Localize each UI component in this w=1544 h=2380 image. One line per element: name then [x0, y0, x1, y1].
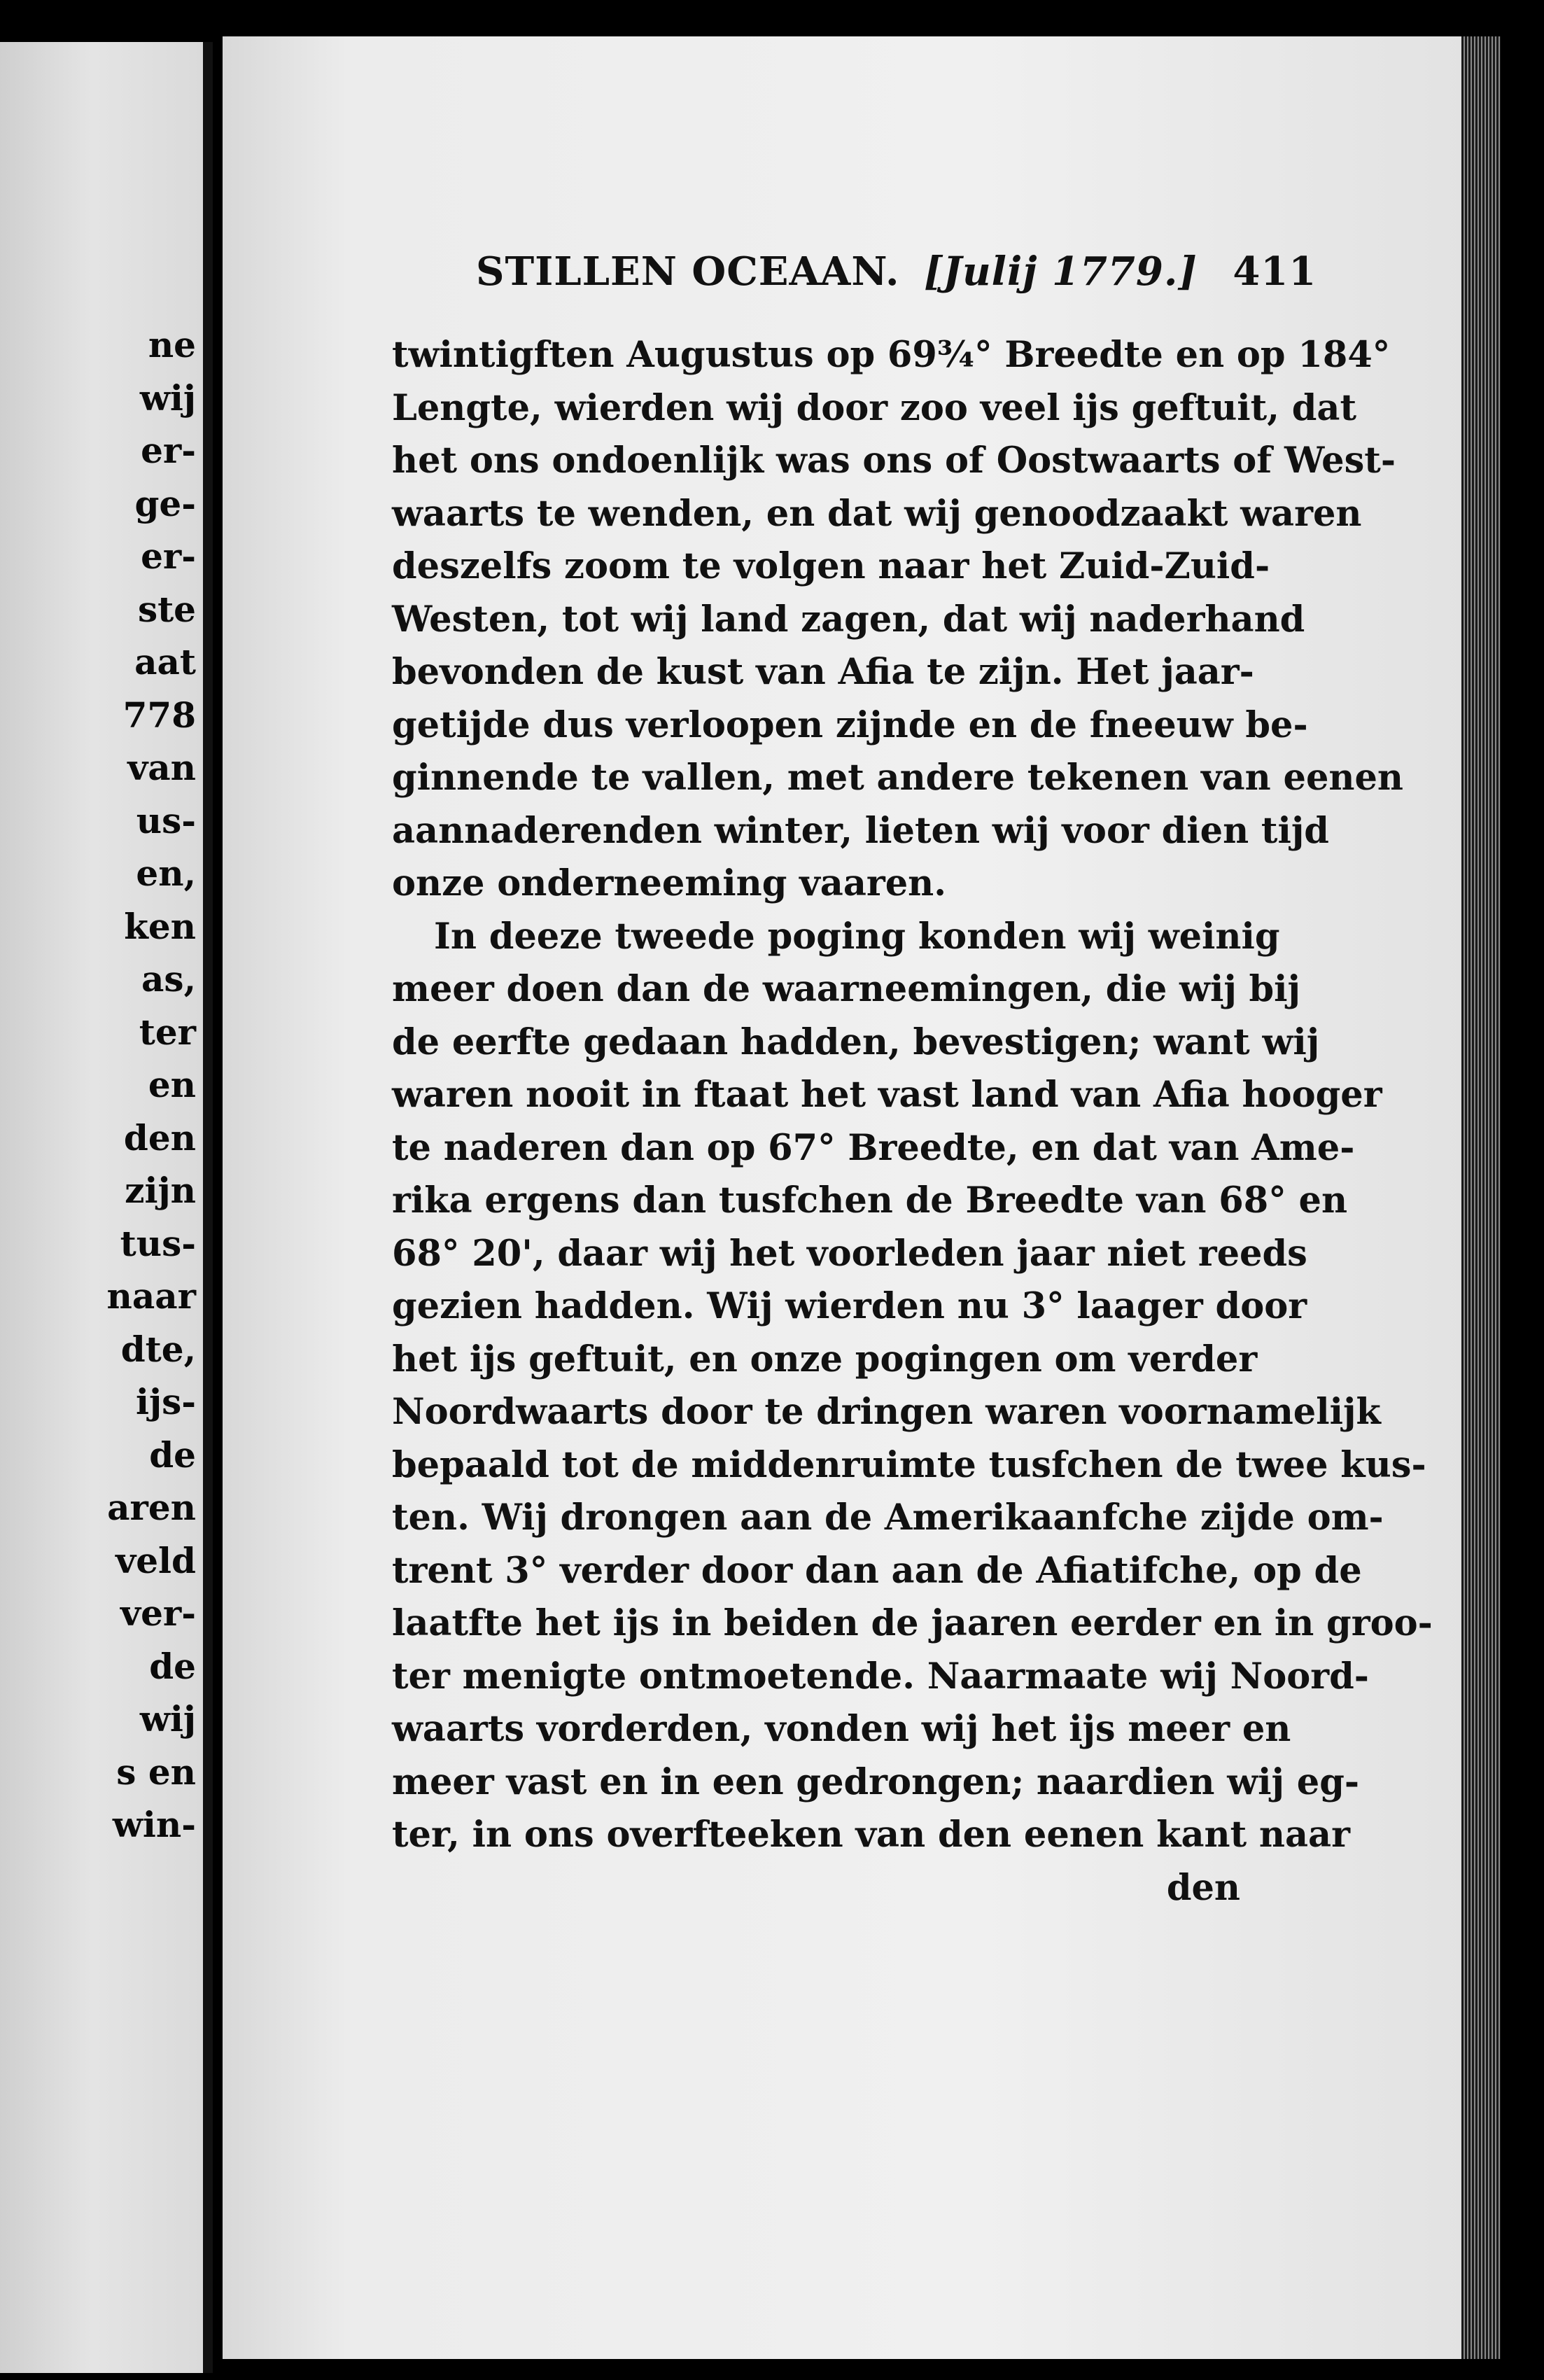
previous-page-line: de — [149, 1645, 196, 1687]
running-title: STILLEN OCEAAN. — [476, 248, 900, 295]
previous-page-line: s en — [116, 1751, 196, 1793]
text-line: meer vast en in een gedrongen; naardien wij eg- — [392, 1760, 1360, 1803]
previous-page-line: aat — [134, 641, 196, 682]
previous-page-line: ver- — [120, 1592, 196, 1634]
page-header — [476, 248, 1317, 295]
catchword: den — [1166, 1866, 1240, 1909]
text-line: getijde dus verloopen zijnde en de fneeuw be- — [392, 704, 1308, 746]
previous-page-line: en — [148, 1064, 196, 1105]
text-line: Westen, tot wij land zagen, dat wij naderhand — [392, 598, 1305, 640]
page-number: 411 — [1233, 248, 1317, 295]
previous-page-line: ijs- — [136, 1381, 196, 1422]
text-line: het ijs geftuit, en onze pogingen om verder — [392, 1338, 1258, 1380]
text-line: het ons ondoenlijk was ons of Oostwaarts of West- — [392, 440, 1396, 482]
text-line: onze onderneeming vaaren. — [392, 862, 947, 904]
body-text — [392, 329, 1433, 1914]
text-line: 68° 20', daar wij het voorleden jaar niet reeds — [392, 1232, 1307, 1275]
text-line: waarts te wenden, en dat wij genoodzaakt waren — [392, 492, 1362, 535]
text-line: de eerfte gedaan hadden, bevestigen; want wij — [392, 1021, 1320, 1063]
text-line: ten. Wij drongen aan de Amerikaanfche zijde om- — [392, 1497, 1384, 1539]
previous-page-line: er- — [141, 430, 196, 471]
previous-page-line: naar — [106, 1275, 196, 1317]
previous-page-line: de — [149, 1434, 196, 1476]
text-line: ginnende te vallen, met andere tekenen van eenen — [392, 757, 1404, 799]
text-line: deszelfs zoom te volgen naar het Zuid-Zuid- — [392, 545, 1270, 587]
previous-page-line: en, — [136, 853, 196, 894]
text-line: bepaald tot de middenruimte tusfchen de twee kus- — [392, 1443, 1426, 1486]
page-edges — [1461, 36, 1501, 2359]
text-line: waarts vorderden, vonden wij het ijs meer en — [392, 1708, 1291, 1750]
text-line: gezien hadden. Wij wierden nu 3° laager door — [392, 1285, 1307, 1327]
text-line: ter menigte ontmoetende. Naarmaate wij Noord- — [392, 1655, 1369, 1698]
header-date: [Julij 1779.] — [923, 248, 1198, 295]
previous-page-line: us- — [136, 799, 196, 841]
previous-page-line: van — [127, 747, 196, 788]
previous-page-line: as, — [141, 958, 196, 1000]
previous-page-line: ste — [137, 588, 196, 630]
text-line: waren nooit in ftaat het vast land van Afia hooger — [392, 1074, 1382, 1116]
previous-page-line: zijn — [125, 1170, 196, 1211]
text-line: laatfte het ijs in beiden de jaaren eerder en in groo- — [392, 1602, 1433, 1644]
previous-page-line: win- — [112, 1804, 196, 1845]
text-line: Noordwaarts door te dringen waren voornamelijk — [392, 1391, 1381, 1433]
previous-page-line: ken — [124, 905, 196, 947]
previous-page-line: 778 — [122, 694, 196, 736]
previous-page-line: er- — [141, 536, 196, 577]
text-line: Lengte, wierden wij door zoo veel ijs geftuit, dat — [392, 386, 1356, 429]
previous-page-text — [0, 318, 196, 1851]
text-line: ter, in ons overfteeken van den eenen kant naar — [392, 1814, 1350, 1856]
previous-page-line: ter — [139, 1011, 196, 1053]
previous-page-line: ne — [148, 324, 196, 365]
text-line: twintigften Augustus op 69¾° Breedte en op 184° — [392, 334, 1391, 376]
text-line: aannaderenden winter, lieten wij voor dien tijd — [392, 809, 1329, 852]
text-line: te naderen dan op 67° Breedte, en dat van Ame- — [392, 1126, 1355, 1169]
text-line: trent 3° verder door dan aan de Afiatifche, op de — [392, 1549, 1362, 1592]
previous-page-line: dte, — [120, 1328, 196, 1370]
previous-page-line: wij — [139, 1698, 196, 1740]
text-line: In deeze tweede poging konden wij weinig — [434, 915, 1280, 958]
text-line: rika ergens dan tusfchen de Breedte van 68° en — [392, 1180, 1348, 1222]
text-line: bevonden de kust van Afia te zijn. Het jaar- — [392, 651, 1254, 693]
previous-page-line: aren — [107, 1487, 196, 1528]
text-line: meer doen dan de waarneemingen, die wij bij — [392, 968, 1301, 1010]
previous-page-line: veld — [115, 1539, 196, 1581]
previous-page-line: tus- — [120, 1222, 196, 1264]
previous-page-line: den — [123, 1116, 196, 1158]
previous-page-line: ge- — [134, 482, 196, 524]
previous-page-line: wij — [139, 377, 196, 419]
page-gutter — [203, 42, 213, 2373]
